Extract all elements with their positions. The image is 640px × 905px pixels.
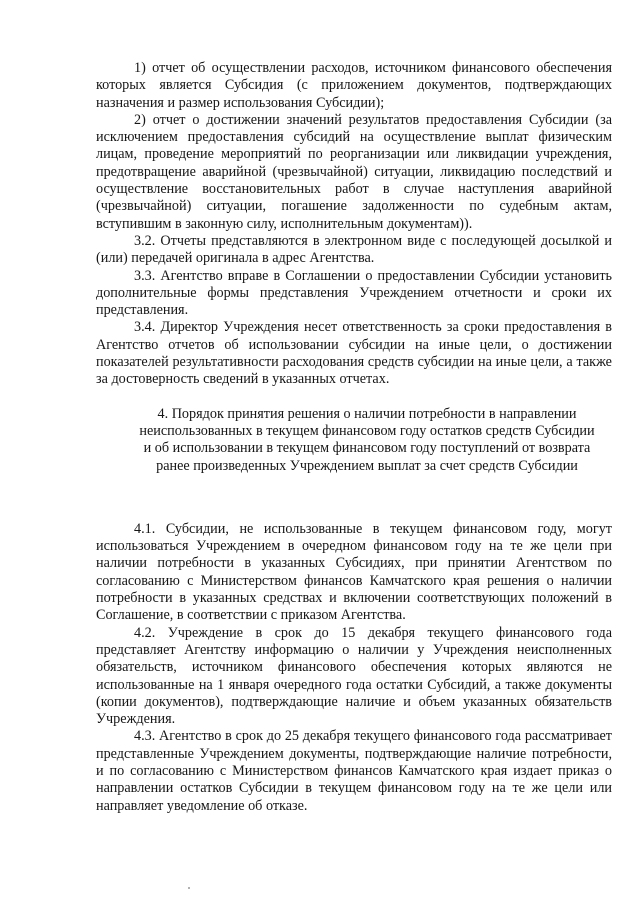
clause-3-4: 3.4. Директор Учреждения несет ответственность за сроки предоставления в Агентство отчетов об использовании субсидии на иные цели, о достижении показателей результативности расходования средств субсидии на иные цели, а также за достоверность сведений в указанных отчетах.: [96, 319, 612, 388]
clause-4-2: 4.2. Учреждение в срок до 15 декабря текущего финансового года представляет Агентству информацию о наличии у Учреждения неисполненных обязательств, источником финансового обеспечения которых являются не использованные на 1 января очередного года остатки Субсидий, а также документы (копии документов), подтверждающие наличие и объем указанных обязательств Учреждения.: [96, 624, 612, 728]
clause-3-3: 3.3. Агентство вправе в Соглашении о предоставлении Субсидии установить дополнительные формы представления Учреждением отчетности и сроки их представления.: [96, 267, 612, 319]
clause-3-2: 3.2. Отчеты представляются в электронном виде с последующей досылкой и (или) передачей оригинала в адрес Агентства.: [96, 232, 612, 267]
document-page: [96, 60, 612, 815]
section-spacer: [96, 475, 612, 521]
clause-4-3: 4.3. Агентство в срок до 25 декабря текущего финансового года рассматривает представленные Учреждением документы, подтверждающие наличие потребности, и по согласованию с Министерством финансов Камчатского края издает приказ о направлении остатков Субсидии в текущем финансовом году на те же цели или направляет уведомление об отказе.: [96, 728, 612, 814]
clause-4-1: 4.1. Субсидии, не использованные в текущем финансовом году, могут использоваться Учреждением в очередном финансовом году на те же цели при наличии потребности в указанных Субсидиях, при принятии Агентством по согласованию с Министерством финансов Камчатского края решения о наличии потребности в указанных средствах и включении соответствующих положений в Соглашение, в соответствии с приказом Агентства.: [96, 520, 612, 624]
report-item-2: 2) отчет о достижении значений результатов предоставления Субсидии (за исключением предоставления субсидий на осуществление выплат физическим лицам, проведение мероприятий по реорганизации или ликвидации учреждения, предотвращение аварийной (чрезвычайной) ситуации, ликвидацию последствий и осуществление восстановительных работ в случае наступления аварийной (чрезвычайной) ситуации, погашение задолженности по судебным актам, вступившим в законную силу, исполнительным документам)).: [96, 111, 612, 232]
report-item-1: 1) отчет об осуществлении расходов, источником финансового обеспечения которых является Субсидия (с приложением документов, подтверждающих назначения и размер использования Субсидии);: [96, 60, 612, 111]
section-4-heading: 4. Порядок принятия решения о наличии потребности в направлении неиспользованных в текущем финансовом году остатков средств Субсидии и об использовании в текущем финансовом году поступлений от возврата ранее произведенных Учреждением выплат за счет средств Субсидии: [139, 405, 595, 474]
scan-speck: [188, 887, 190, 889]
